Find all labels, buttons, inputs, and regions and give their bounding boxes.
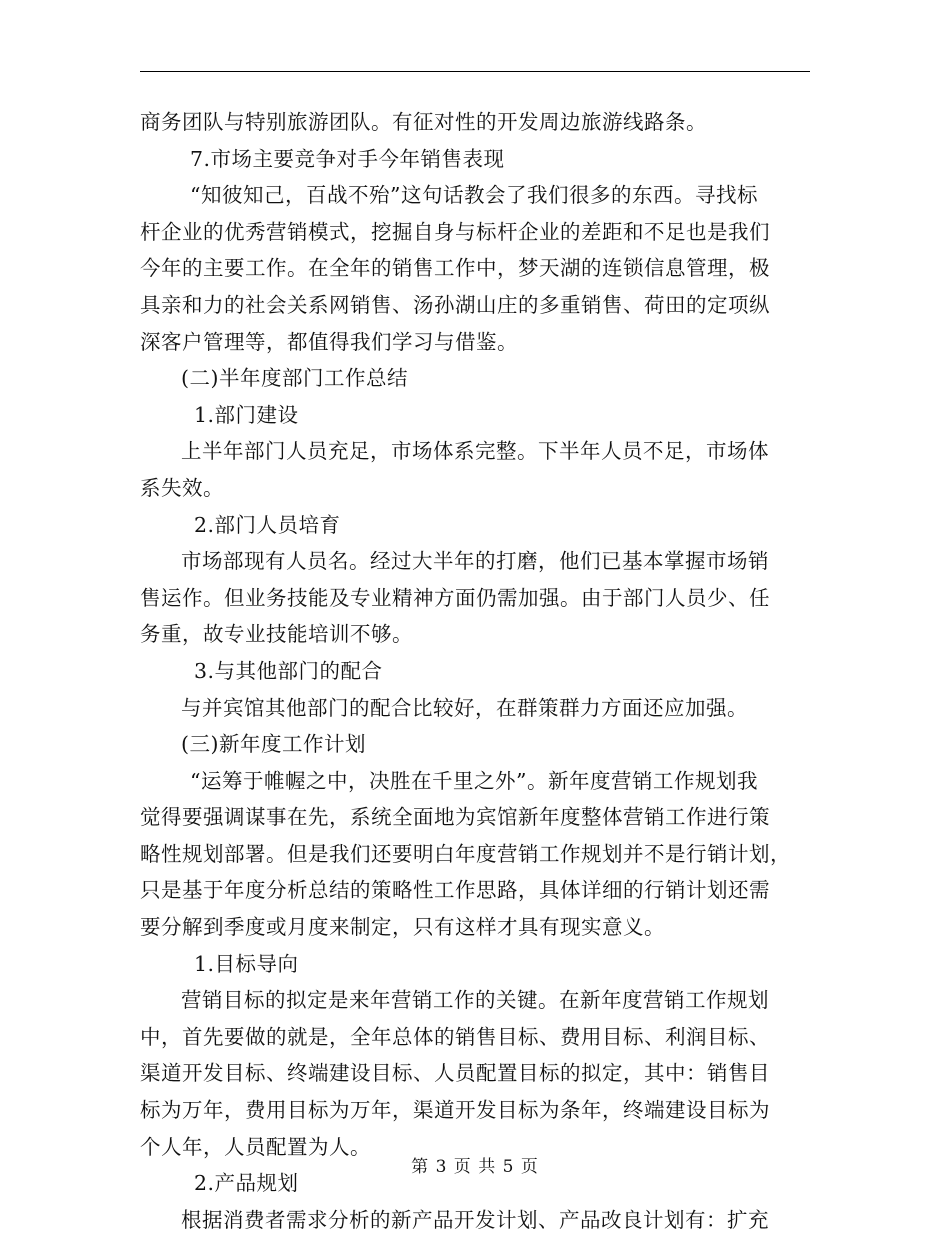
- paragraph-line: 与并宾馆其他部门的配合比较好，在群策群力方面还应加强。: [181, 695, 748, 720]
- paragraph-line: 标为万年，费用目标为万年，渠道开发目标为条年，终端建设目标为: [140, 1098, 770, 1123]
- paragraph-line: “知彼知己，百战不殆”这句话教会了我们很多的东西。寻找标: [190, 183, 758, 208]
- paragraph-line: 上半年部门人员充足，市场体系完整。下半年人员不足，市场体: [181, 439, 769, 464]
- section-heading: (二)半年度部门工作总结: [181, 366, 408, 391]
- section-heading: 2.部门人员培育: [194, 512, 341, 537]
- body-text: [140, 104, 820, 1238]
- page-number-footer: 第 3 页 共 5 页: [411, 1157, 539, 1177]
- paragraph-line: 具亲和力的社会关系网销售、汤孙湖山庄的多重销售、荷田的定项纵: [140, 292, 770, 317]
- paragraph-line: 根据消费者需求分析的新产品开发计划、产品改良计划有：扩充: [181, 1207, 769, 1232]
- header-rule: [140, 71, 810, 72]
- paragraph-line: 略性规划部署。但是我们还要明白年度营销工作规划并不是行销计划，: [140, 841, 791, 866]
- paragraph-line: 只是基于年度分析总结的策略性工作思路，具体详细的行销计划还需: [140, 878, 770, 903]
- section-heading: 2.产品规划: [194, 1171, 299, 1196]
- paragraph-line: 市场部现有人员名。经过大半年的打磨，他们已基本掌握市场销: [181, 549, 769, 574]
- paragraph-line: 商务团队与特别旅游团队。有征对性的开发周边旅游线路条。: [140, 110, 707, 134]
- paragraph-line: 务重，故专业技能培训不够。: [140, 622, 413, 647]
- paragraph-line: 个人年，人员配置为人。: [140, 1134, 371, 1159]
- paragraph-line: 中，首先要做的就是，全年总体的销售目标、费用目标、利润目标、: [140, 1024, 770, 1049]
- paragraph-line: “运筹于帷幄之中，决胜在千里之外”。新年度营销工作规划我: [190, 768, 758, 793]
- paragraph-line: 今年的主要工作。在全年的销售工作中，梦天湖的连锁信息管理，极: [140, 256, 770, 281]
- section-heading: 1.部门建设: [194, 402, 299, 427]
- paragraph-line: 渠道开发目标、终端建设目标、人员配置目标的拟定，其中：销售目: [140, 1061, 770, 1086]
- paragraph-line: 杆企业的优秀营销模式，挖掘自身与标杆企业的差距和不足也是我们: [140, 219, 770, 244]
- paragraph-line: 深客户管理等，都值得我们学习与借鉴。: [140, 329, 518, 354]
- section-heading: 3.与其他部门的配合: [194, 658, 383, 683]
- paragraph-line: 售运作。但业务技能及专业精神方面仍需加强。由于部门人员少、任: [140, 585, 770, 610]
- paragraph-line: 要分解到季度或月度来制定，只有这样才具有现实意义。: [140, 915, 665, 940]
- section-heading: 1.目标导向: [194, 951, 299, 976]
- paragraph-line: 营销目标的拟定是来年营销工作的关键。在新年度营销工作规划: [181, 988, 769, 1013]
- paragraph-line: 觉得要强调谋事在先，系统全面地为宾馆新年度整体营销工作进行策: [140, 805, 770, 830]
- paragraph-line: 系失效。: [140, 475, 224, 500]
- section-heading: (三)新年度工作计划: [181, 732, 366, 757]
- section-heading: 7.市场主要竞争对手今年销售表现: [190, 146, 505, 171]
